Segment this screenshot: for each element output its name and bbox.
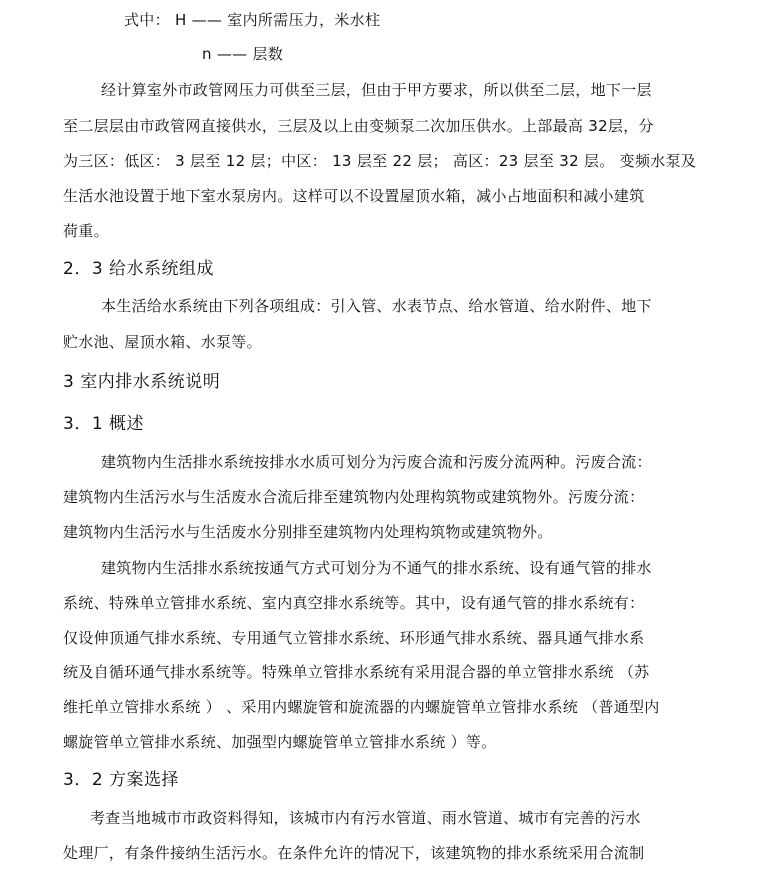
- paragraph-line: 荷重。: [63, 222, 109, 240]
- paragraph-line: 系统、特殊单立管排水系统、室内真空排水系统等。其中，设有通气管的排水系统有：: [63, 594, 645, 612]
- paragraph-line: 建筑物内生活排水系统按排水水质可划分为污废合流和污废分流两种。污废合流：: [101, 453, 652, 471]
- paragraph-line: 本生活给水系统由下列各项组成：引入管、水表节点、给水管道、给水附件、地下: [101, 297, 652, 315]
- section-heading: 3．1 概述: [63, 414, 145, 434]
- paragraph-line: 建筑物内生活污水与生活废水分别排至建筑物内处理构筑物或建筑物外。: [63, 523, 553, 541]
- paragraph-line: 为三区：低区： 3 层至 12 层；中区： 13 层至 22 层； 高区：23 层至 32 层。 变频水泵及: [63, 152, 697, 170]
- section-heading: 3．2 方案选择: [63, 770, 180, 790]
- paragraph-line: 螺旋管单立管排水系统、加强型内螺旋管单立管排水系统 ）等。: [63, 733, 497, 751]
- paragraph-line: 建筑物内生活污水与生活废水合流后排至建筑物内处理构筑物或建筑物外。污废分流：: [63, 488, 645, 506]
- paragraph-line: 处理厂，有条件接纳生活污水。在条件允许的情况下，该建筑物的排水系统采用合流制: [63, 844, 645, 862]
- paragraph-line: 至二层层由市政管网直接供水，三层及以上由变频泵二次加压供水。上部最高 32层，分: [63, 117, 654, 135]
- paragraph-line: 生活水池设置于地下室水泵房内。这样可以不设置屋顶水箱，减小占地面积和减小建筑: [63, 187, 645, 205]
- paragraph-line: 维托单立管排水系统 ） 、采用内螺旋管和旋流器的内螺旋管单立管排水系统 （普通型内: [63, 698, 660, 716]
- section-heading: 2．3 给水系统组成: [63, 259, 215, 279]
- formula-definition-h: 式中： H —— 室内所需压力，米水柱: [124, 11, 381, 29]
- section-heading: 3 室内排水系统说明: [63, 372, 221, 392]
- paragraph-line: 考查当地城市市政资料得知，该城市内有污水管道、雨水管道、城市有完善的污水: [90, 809, 641, 827]
- paragraph-line: 仅设伸顶通气排水系统、专用通气立管排水系统、环形通气排水系统、器具通气排水系: [63, 629, 645, 647]
- formula-definition-n: n —— 层数: [202, 45, 284, 63]
- paragraph-line: 经计算室外市政管网压力可供至三层，但由于甲方要求，所以供至二层，地下一层: [101, 81, 652, 99]
- paragraph-line: 统及自循环通气排水系统等。特殊单立管排水系统有采用混合器的单立管排水系统 （苏: [63, 663, 650, 681]
- paragraph-line: 贮水池、屋顶水箱、水泵等。: [63, 333, 262, 351]
- paragraph-line: 建筑物内生活排水系统按通气方式可划分为不通气的排水系统、设有通气管的排水: [101, 559, 652, 577]
